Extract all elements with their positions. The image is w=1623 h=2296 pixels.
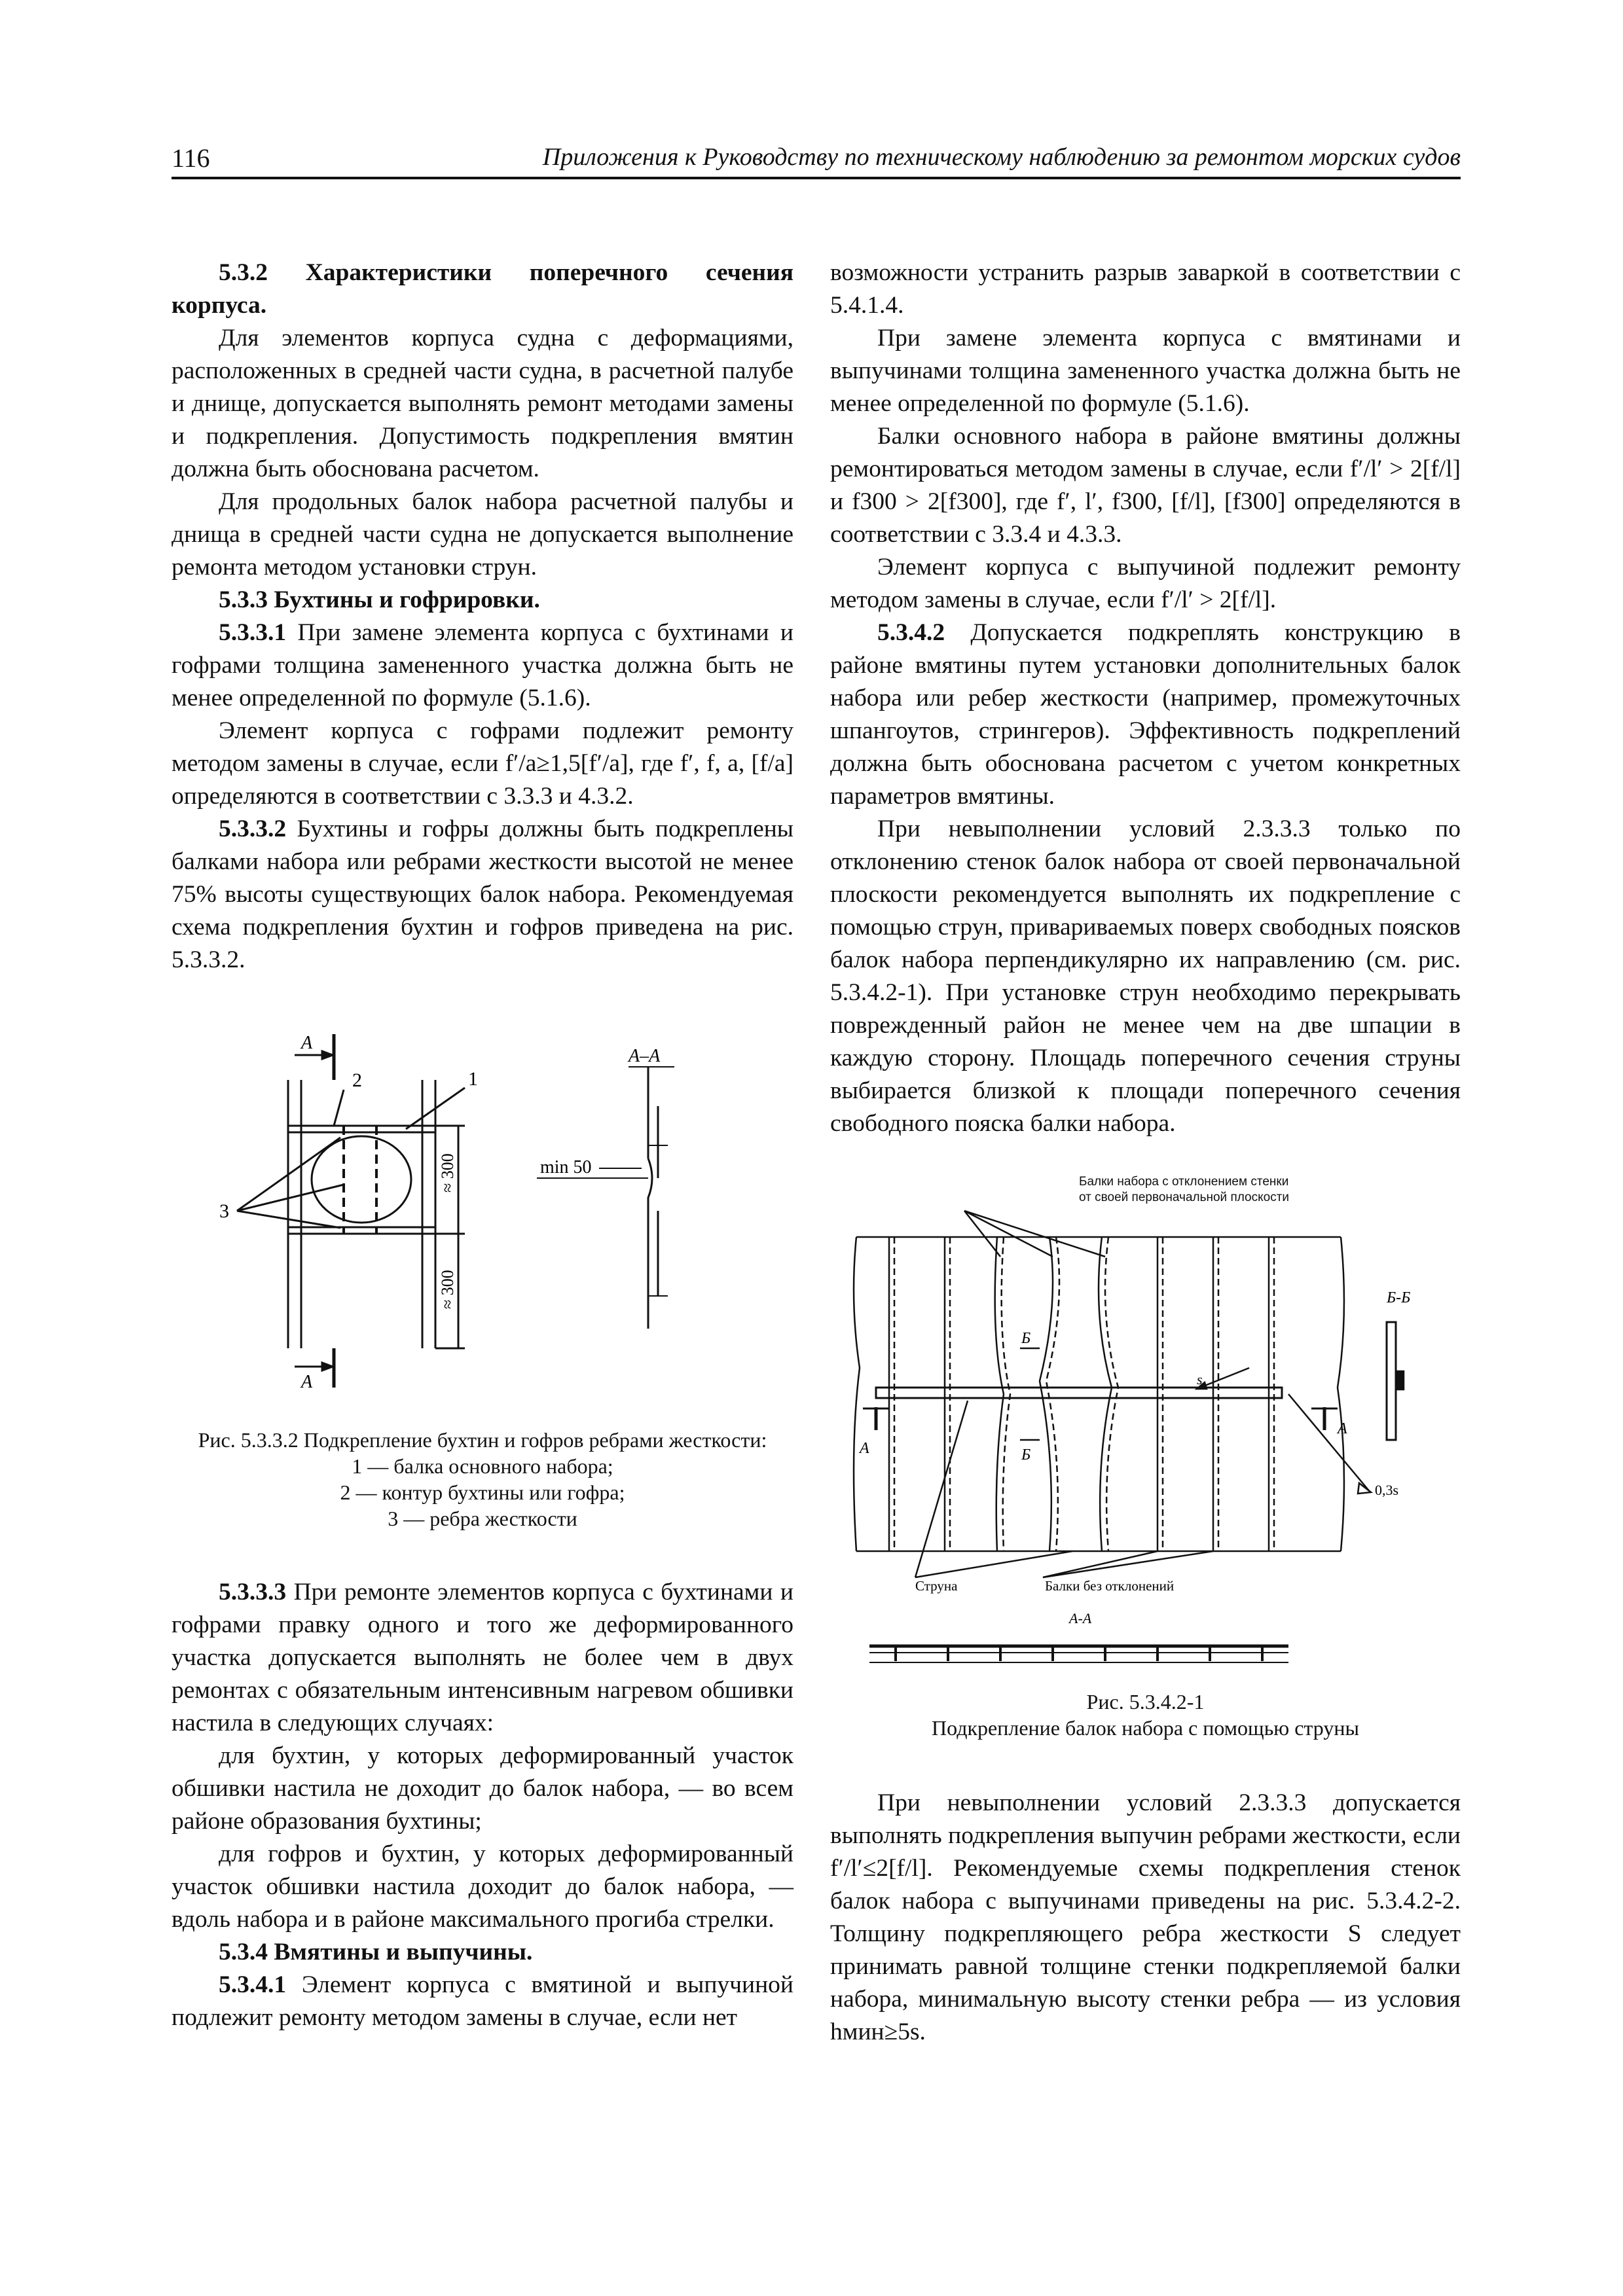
paragraph: Элемент корпуса с гофрами подлежит ремонту методом замены в случае, если f′/a≥1,5[f′/a], где f′, f, a, [f/a] определяются в соответствии с 3.3.3 и 4.3.2. — [172, 717, 793, 810]
svg-text:3: 3 — [219, 1200, 229, 1222]
svg-text:0,3s: 0,3s — [1375, 1482, 1399, 1498]
svg-text:2: 2 — [352, 1069, 362, 1091]
svg-text:≈ 300: ≈ 300 — [438, 1270, 457, 1309]
paragraph: для гофров и бухтин, у которых деформированный участок обшивки настила доходит до балок набора, — вдоль набора и в районе максимального прогиба стрелки. — [172, 1840, 793, 1933]
paragraph: При невыполнении условий 2.3.3.3 допускается выполнять подкрепления выпучин ребрами жесткости, если f′/l′≤2[f/l]. Рекомендуемые схемы подкрепления стенок балок набора с выпучинами приведены на рис. 5.3.4.2-2. Толщину подкрепляющего ребра жесткости S следует принимать равной толщине стенки подкрепляемой балки набора, минимальную высоту стенки ребра — из условия hмин≥5s. — [830, 1789, 1461, 2045]
paragraph: возможности устранить разрыв заваркой в соответствии с 5.4.1.4. — [830, 259, 1461, 319]
svg-text:А: А — [860, 1440, 869, 1457]
right-column-bottom — [830, 1787, 1461, 2049]
page-number: 116 — [172, 143, 210, 173]
paragraph: 5.3.4.2 Допускается подкреплять конструкцию в районе вмятины путем установки дополнительных балок набора или ребер жесткости (например, промежуточных шпангоутов, стрингеров). Эффективность подкреплений должна быть обоснована расчетом с учетом конкретных параметров вмятины. — [830, 619, 1461, 810]
paragraph: При невыполнении условий 2.3.3.3 только по отклонению стенок балок набора от своей первоначальной плоскости рекомендуется выполнять их подкрепление с помощью струн, привариваемых поверх свободных поясков балок набора перпендикулярно их направлению (см. рис. 5.3.4.2-1). При установке струн необходимо перекрывать поврежденный район не менее чем на две шпации в каждую сторону. Площадь поперечного сечения струны выбирается близкой к площади поперечного сечения свободного пояска балки набора. — [830, 816, 1461, 1137]
figure-5-3-4-2-1: Балки набора с отклонением стенки от своей первоначальной плоскости Б-Б Б Б А А s 0,3s Струна Балки без отклонений А-А — [830, 1172, 1461, 1676]
figure-5-3-4-2-1-caption: Рис. 5.3.4.2-1 Подкрепление балок набора с помощью струны — [932, 1690, 1359, 1740]
section-5-3-2-heading: 5.3.2 Характеристики поперечного сечения корпуса. — [172, 259, 793, 319]
paragraph: Балки основного набора в районе вмятины должны ремонтироваться методом замены в случае, если f′/l′ > 2[f/l] и f300 > 2[f300], где f′, l′, f300, [f/l], [f300] определяются в соответствии с 3.3.4 и 4.3.3. — [830, 423, 1461, 548]
svg-text:Балки без отклонений: Балки без отклонений — [1045, 1578, 1175, 1594]
paragraph: При замене элемента корпуса с вмятинами и выпучинами толщина замененного участка должна быть не менее определенной по формуле (5.1.6). — [830, 325, 1461, 417]
svg-text:Б: Б — [1021, 1446, 1031, 1463]
left-column-top — [172, 257, 793, 977]
section-5-3-4-heading: 5.3.4 Вмятины и выпучины. — [219, 1939, 533, 1965]
figure-5-3-3-2 — [196, 1021, 733, 1407]
svg-text:A–A: A–A — [629, 1046, 661, 1066]
svg-text:min 50: min 50 — [540, 1157, 592, 1177]
header-rule — [172, 177, 1461, 179]
paragraph: Элемент корпуса с выпучиной подлежит ремонту методом замены в случае, если f′/l′ > 2[f/l]. — [830, 554, 1461, 613]
right-column-top — [830, 257, 1461, 1140]
running-header: Приложения к Руководству по техническому наблюдению за ремонтом морских судов — [542, 143, 1461, 171]
svg-text:Б: Б — [1021, 1330, 1031, 1347]
section-5-3-3-heading: 5.3.3 Бухтины и гофрировки. — [219, 586, 540, 613]
figure-5-3-3-2-caption: Рис. 5.3.3.2 Подкрепление бухтин и гофров ребрами жесткости: 1 — балка основного набора; 2 — контур бухтины или гофра; 3 — ребра жесткости — [198, 1428, 767, 1530]
paragraph: Для продольных балок набора расчетной палубы и днища в средней части судна не допускается выполнение ремонта методом установки струн. — [172, 488, 793, 581]
svg-text:s: s — [1197, 1371, 1203, 1388]
svg-text:Струна: Струна — [915, 1578, 958, 1594]
paragraph: 5.3.3.3 При ремонте элементов корпуса с бухтинами и гофрами правку одного и того же деформированного участка допускается выполнять не более чем в двух ремонтах с обязательным интенсивным нагревом обшивки настила в следующих случаях: — [172, 1579, 793, 1736]
paragraph: 5.3.4.1 Элемент корпуса с вмятиной и выпучиной подлежит ремонту методом замены в случае, если нет — [172, 1971, 793, 2031]
paragraph: для бухтин, у которых деформированный участок обшивки настила не доходит до балок набора, — во всем районе образования бухтины; — [172, 1742, 793, 1835]
svg-text:A: A — [301, 1033, 313, 1053]
paragraph: 5.3.3.1 При замене элемента корпуса с бухтинами и гофрами толщина замененного участка должна быть не менее определенной по формуле (5.1.6). — [172, 619, 794, 711]
svg-text:1: 1 — [468, 1068, 478, 1090]
svg-text:A: A — [301, 1372, 313, 1392]
paragraph: Для элементов корпуса судна с деформациями, расположенных в средней части судна, в расчетной палубе и днище, допускается выполнять ремонт методами замены и подкрепления. Допустимость подкрепления вмятин должна быть обоснована расчетом. — [172, 325, 793, 482]
svg-text:А: А — [1338, 1420, 1347, 1437]
svg-text:Б-Б: Б-Б — [1387, 1289, 1411, 1306]
left-column-bottom — [172, 1576, 793, 2034]
paragraph: 5.3.3.2 Бухтины и гофры должны быть подкреплены балками набора или ребрами жесткости высотой не менее 75% высоты существующих балок набора. Рекомендуемая схема подкрепления бухтин и гофров приведена на рис. 5.3.3.2. — [172, 816, 793, 973]
svg-text:А-А: А-А — [1069, 1610, 1092, 1626]
svg-text:≈ 300: ≈ 300 — [438, 1153, 457, 1193]
